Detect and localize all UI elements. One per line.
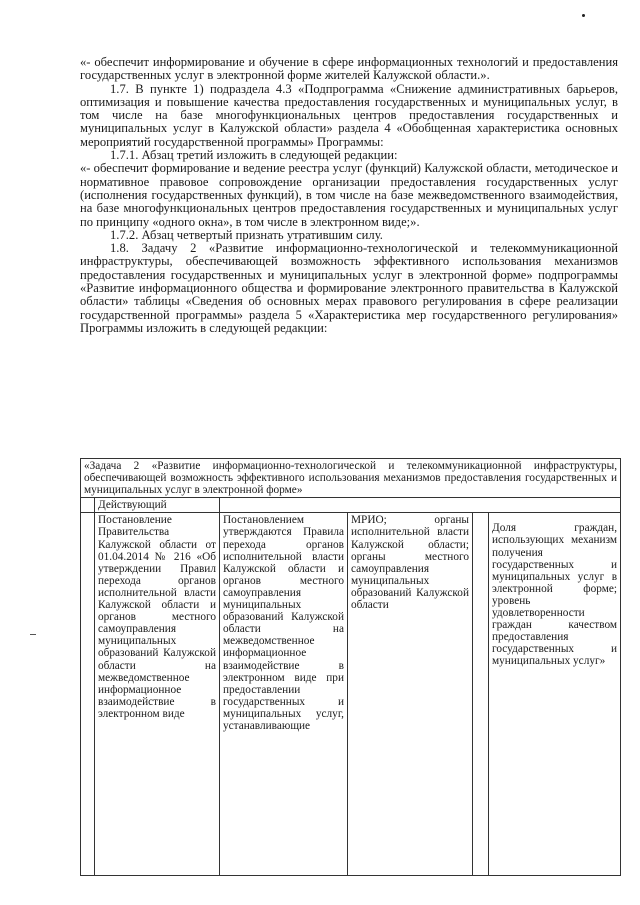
indicator-text: Доля граждан, использующих механизм получения государственных и муниципальных услуг в электронной форме; уровень удовлетворенности граждан качеством предоставления государственных и муниципальных услуг» (492, 522, 618, 668)
paragraph-1-8: 1.8. Задачу 2 «Развитие информационно-технологической и телекоммуникационной инфраструктуры, обеспечивающей возможность эффективного использования механизмов предоставления государственных и муниципальных услуг в электронной форме» подпрограммы «Развитие информационного общества и формирование электронного правительства в Калужской области» таблицы «Сведения об основных мерах правового регулирования в сфере реализации государственной программы» раздела 5 «Характеристика мер государственного регулирования» Программы изложить в следующей редакции: (80, 241, 618, 335)
empty-cell (473, 513, 489, 876)
indicator-cell (489, 513, 621, 876)
executors-text: МРИО; органы исполнительной власти Калужской области; органы местного самоуправления муниципальных образований Калужской области (351, 514, 469, 612)
table-task-row (81, 459, 621, 498)
executors-cell (348, 513, 473, 876)
content-text: Постановлением утверждаются Правила перехода органов исполнительной власти Калужской области и органов местного самоуправления муниципальных образований Калужской области на межведомственное информационное взаимодействие в электронном виде при предоставлении государственных и муниципальных услуг, устанавливающие (223, 514, 344, 732)
empty-cell (81, 513, 95, 876)
paragraph-1: «- обеспечит информирование и обучение в сфере информационных технологий и предоставления государственных услуг в электронной форме жителей Калужской области.». (80, 55, 618, 83)
table-status-row (81, 498, 621, 513)
paragraph-1-7: 1.7. В пункте 1) подраздела 4.3 «Подпрограмма «Снижение административных барьеров, оптимизация и повышение качества предоставления государственных и муниципальных услуг, в том числе на базе многофункциональных центров предоставления государственных и муниципальных услуг в Калужской области» раздела 4 «Обобщенная характеристика основных мероприятий государственной программы» Программы: (80, 81, 618, 149)
document-text: Постановление Правительства Калужской области от 01.04.2014 № 216 «Об утверждении Правил перехода органов исполнительной власти Калужской области и органов местного самоуправления муниципальных образований Калужской области на межведомственное информационное взаимодействие в электронном виде (98, 514, 216, 720)
table-row (81, 513, 621, 876)
margin-dash-mark (30, 634, 36, 635)
document-cell (95, 513, 220, 876)
task-header-cell: «Задача 2 «Развитие информационно-технологической и телекоммуникационной инфраструктуры, обеспечивающей возможность эффективного использования механизмов предоставления государственных и муниципальных услуг в электронной форме» (81, 459, 621, 498)
stray-dot-mark (582, 14, 585, 17)
paragraph-1-7-2: 1.7.2. Абзац четвертый признать утратившим силу. (110, 227, 383, 242)
body-text (80, 56, 618, 335)
regulation-table (80, 458, 621, 876)
paragraph-quote: «- обеспечит формирование и ведение реестра услуг (функций) Калужской области, методическое и нормативное правовое сопровождение организации предоставления государственных услуг (исполнения государственных функций), в том числе на базе межведомственного взаимодействия, на базе многофункциональных центров предоставления государственных и муниципальных услуг по принципу «одного окна», в том числе в электронном виде;». (80, 161, 618, 229)
empty-cell (220, 498, 621, 513)
empty-cell (81, 498, 95, 513)
status-cell: Действующий (95, 498, 220, 513)
content-cell (220, 513, 348, 876)
paragraph-1-7-1: 1.7.1. Абзац третий изложить в следующей редакции: (110, 148, 398, 163)
